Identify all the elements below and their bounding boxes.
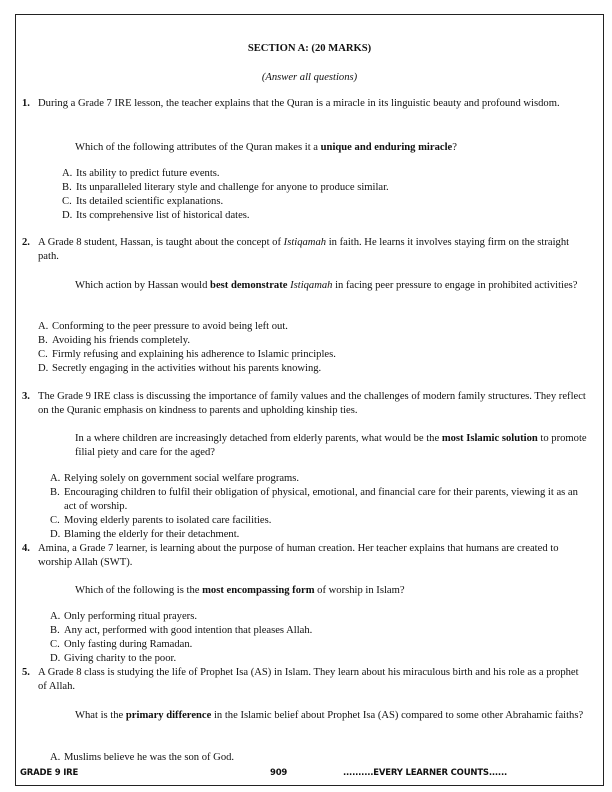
option-letter: B.: [38, 335, 48, 346]
prompt-emphasis: most encompassing form: [202, 585, 315, 596]
option-letter: D.: [38, 363, 49, 374]
options-list: [50, 610, 590, 666]
option-letter: B.: [62, 182, 72, 193]
prompt-text: in the Islamic belief about Prophet Isa (AS) compared to some other Abrahamic faiths?: [211, 710, 584, 721]
question-number: 4.: [22, 543, 30, 554]
prompt-text: to promote filial piety and care for the aged?: [75, 433, 587, 458]
prompt-text: ?: [452, 142, 457, 153]
prompt-text: in facing peer pressure to engage in prohibited activities?: [332, 280, 578, 291]
option-letter: C.: [50, 639, 60, 650]
option-text: Its comprehensive list of historical dates.: [76, 210, 250, 221]
option-b[interactable]: [62, 181, 602, 195]
option-text: Blaming the elderly for their detachment.: [64, 529, 240, 540]
option-d[interactable]: [50, 528, 590, 542]
question-stem: A Grade 8 class is studying the life of Prophet Isa (AS) in Islam. They learn about his miraculous birth and his role as a prophet of Allah.: [38, 667, 579, 692]
option-letter: B.: [50, 625, 60, 636]
option-text: Any act, performed with good intention that pleases Allah.: [64, 625, 313, 636]
question-number: 1.: [22, 98, 30, 109]
option-a[interactable]: [62, 167, 602, 181]
option-letter: A.: [50, 611, 61, 622]
question-number: 2.: [22, 237, 30, 248]
option-d[interactable]: [50, 652, 590, 666]
option-text: Its unparalleled literary style and challenge for anyone to produce similar.: [76, 182, 389, 193]
stem-text: in faith. He learns it involves staying firm on the straight path.: [38, 237, 570, 262]
footer-motto: ..........EVERY LEARNER COUNTS......: [343, 768, 508, 778]
stem-text: A Grade 8 student, Hassan, is taught about the concept of: [38, 237, 284, 248]
option-a[interactable]: [38, 320, 578, 334]
prompt-text: of worship in Islam?: [314, 585, 405, 596]
footer-grade: GRADE 9 IRE: [20, 768, 79, 778]
option-b[interactable]: [50, 486, 590, 514]
prompt-text: What is the: [75, 710, 126, 721]
option-text: Secretly engaging in the activities without his parents knowing.: [52, 363, 322, 374]
prompt-text: In a where children are increasingly detached from elderly parents, what would be the: [75, 433, 442, 444]
option-d[interactable]: [38, 362, 578, 376]
question-number: 5.: [22, 667, 30, 678]
option-text: Giving charity to the poor.: [64, 653, 177, 664]
question-stem: Amina, a Grade 7 learner, is learning about the purpose of human creation. Her teacher explains that humans are created to worship Allah (SWT).: [38, 543, 559, 568]
prompt-emphasis: primary difference: [125, 710, 212, 721]
option-text: Avoiding his friends completely.: [52, 335, 190, 346]
options-list: [50, 472, 590, 542]
option-text: Conforming to the peer pressure to avoid being left out.: [52, 321, 288, 332]
prompt-text: Which action by Hassan would: [75, 280, 211, 291]
question-prompt: [75, 432, 590, 460]
prompt-emphasis: best demonstrate: [210, 280, 288, 291]
option-c[interactable]: [62, 195, 602, 209]
option-a[interactable]: [50, 610, 590, 624]
options-list: [62, 167, 602, 223]
option-b[interactable]: [38, 334, 578, 348]
footer-page-number: 909: [270, 768, 288, 778]
option-c[interactable]: [38, 348, 578, 362]
option-text: Muslims believe he was the son of God.: [64, 752, 235, 763]
options-list: [38, 320, 578, 376]
option-text: Firmly refusing and explaining his adherence to Islamic principles.: [52, 349, 336, 360]
question-stem: [38, 236, 590, 264]
options-list: [50, 751, 590, 765]
option-text: Moving elderly parents to isolated care facilities.: [64, 515, 272, 526]
option-letter: A.: [62, 168, 73, 179]
question-stem: The Grade 9 IRE class is discussing the importance of family values and the challenges of modern family structures. They reflect on the Quranic emphasis on kindness to parents and upholding kinship ties.: [38, 391, 586, 416]
option-a[interactable]: [50, 472, 590, 486]
option-letter: A.: [38, 321, 49, 332]
option-text: Only performing ritual prayers.: [64, 611, 197, 622]
option-letter: C.: [62, 196, 72, 207]
option-letter: B.: [50, 487, 60, 498]
option-text: Only fasting during Ramadan.: [64, 639, 193, 650]
stem-term: Istiqamah: [283, 237, 327, 248]
prompt-emphasis: unique and enduring miracle: [320, 142, 453, 153]
option-letter: D.: [62, 210, 73, 221]
section-instruction: (Answer all questions): [261, 72, 358, 83]
option-letter: D.: [50, 529, 61, 540]
prompt-term: Istiqamah: [290, 280, 333, 291]
option-letter: A.: [50, 473, 61, 484]
option-a[interactable]: [50, 751, 590, 765]
option-letter: A.: [50, 752, 61, 763]
option-d[interactable]: [62, 209, 602, 223]
prompt-emphasis: most Islamic solution: [441, 433, 538, 444]
section-title: SECTION A: (20 MARKS): [247, 43, 372, 54]
option-letter: D.: [50, 653, 61, 664]
option-c[interactable]: [50, 514, 590, 528]
question-prompt: [75, 141, 590, 155]
prompt-text: Which of the following attributes of the Quran makes it a: [75, 142, 321, 153]
option-text: Encouraging children to fulfil their obligation of physical, emotional, and financial care for their parents, viewing it as an act of worship.: [64, 487, 578, 512]
question-stem: During a Grade 7 IRE lesson, the teacher explains that the Quran is a miracle in its linguistic beauty and profound wisdom.: [38, 98, 560, 109]
option-c[interactable]: [50, 638, 590, 652]
option-text: Its ability to predict future events.: [76, 168, 220, 179]
question-prompt: [75, 709, 590, 723]
option-b[interactable]: [50, 624, 590, 638]
prompt-text: Which of the following is the: [75, 585, 203, 596]
option-letter: C.: [38, 349, 48, 360]
question-prompt: [75, 279, 590, 293]
option-text: Relying solely on government social welfare programs.: [64, 473, 300, 484]
question-number: 3.: [22, 391, 30, 402]
option-text: Its detailed scientific explanations.: [76, 196, 224, 207]
question-prompt: [75, 584, 590, 598]
option-letter: C.: [50, 515, 60, 526]
